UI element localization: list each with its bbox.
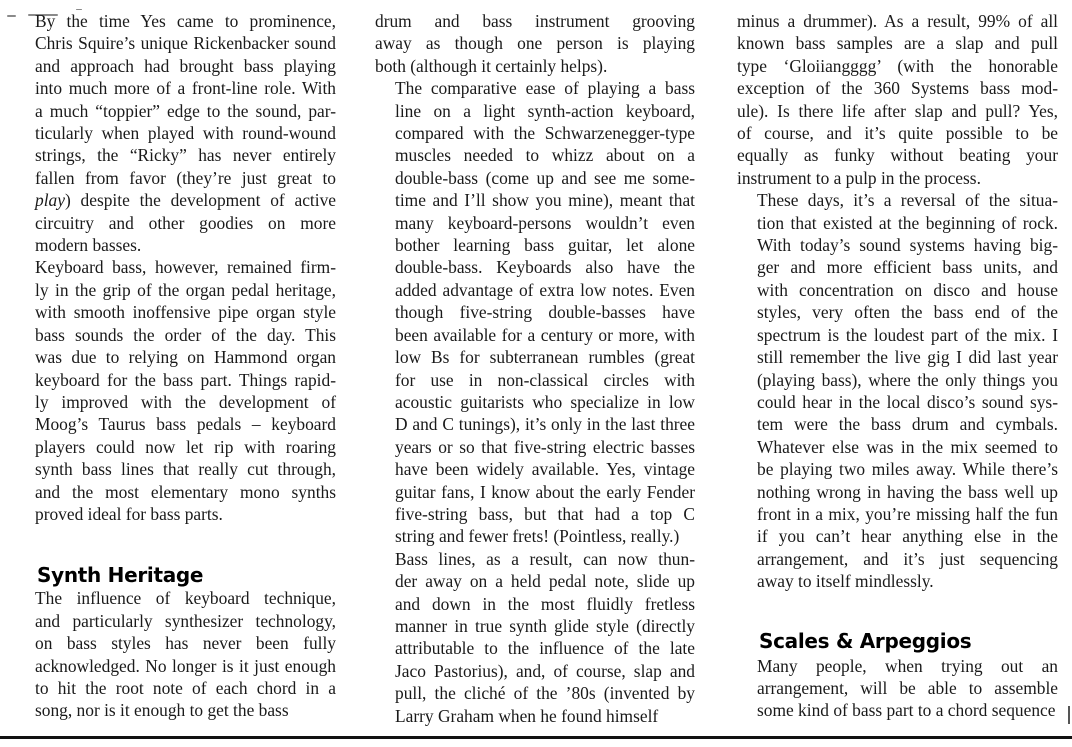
text-line: added advantage of extra low notes. Even [395, 279, 695, 300]
text-line: and down in the most fluidly fretless [395, 593, 695, 614]
text-line: der away on a held pedal note, slide up [395, 571, 695, 592]
text-line: of course, and it’s quite possible to be [737, 123, 1058, 144]
article-paragraph [737, 189, 1058, 592]
text-line: both (although it certainly helps). [375, 55, 608, 76]
text-line: manner in true synth glide style (directly [395, 615, 695, 636]
text-line: equally as funky without beating your [737, 145, 1058, 166]
text-line: string and fewer frets! (Pointless, really.) [395, 526, 680, 547]
article-paragraph [375, 10, 695, 77]
text-line: ule). Is there life after slap and pull? Yes, [737, 100, 1058, 121]
text-line: ticularly when played with round-wound [35, 123, 336, 144]
text-line: exception of the 360 Systems bass mod- [737, 78, 1058, 99]
text-line: many keyboard-persons wouldn’t even [395, 212, 695, 233]
text-line: modern basses. [35, 235, 142, 256]
section-heading-scales: Scales & Arpeggios [759, 628, 972, 653]
text-line: Chris Squire’s unique Rickenbacker sound [35, 33, 336, 54]
text-line: Bass lines, as a result, can now thun- [395, 548, 695, 569]
text-line: into much more of a front-line role. With [35, 78, 336, 99]
text-line: compared with the Schwarzenegger-type [395, 123, 695, 144]
article-column-2 [375, 10, 695, 727]
text-line: and the most elementary mono synths [35, 481, 336, 502]
text-line: arrangement, will be able to assemble [757, 677, 1058, 698]
article-paragraph [375, 77, 695, 548]
text-line: drum and bass instrument grooving [375, 11, 695, 31]
text-line: By the time Yes came to prominence, [35, 11, 336, 31]
text-line: years or so that five-string electric basses [395, 436, 695, 457]
article-paragraph [15, 10, 336, 256]
page-bottom-rule [0, 736, 1072, 739]
text-line: some kind of bass part to a chord sequence [757, 700, 1056, 721]
text-line: if you can’t hear anything else in the [757, 526, 1058, 547]
text-line: tem were the bass drum and cymbals. [757, 414, 1058, 435]
text-line: play) despite the development of active [35, 190, 336, 211]
text-line: D and C tunings), it’s only in the last three [395, 414, 695, 435]
text-line: away as though one person is playing [375, 33, 695, 54]
text-line: low Bs for subterranean rumbles (great [395, 347, 695, 368]
text-line: to hit the root note of each chord in a [35, 677, 336, 698]
text-line: The influence of keyboard technique, [35, 588, 336, 609]
text-line: with smooth inoffensive pipe organ style [35, 302, 336, 323]
text-line: double-bass (come up and see me some- [395, 167, 695, 188]
text-line: double-bass. Keyboards also have the [395, 257, 695, 278]
text-line: bother learning bass guitar, let alone [395, 235, 695, 256]
text-line: strings, the “Ricky” has never entirely [35, 145, 336, 166]
text-line: front in a mix, you’re missing half the fun [757, 503, 1058, 524]
text-line: arrangement, and it’s just sequencing [757, 548, 1058, 569]
text-line: still remember the live gig I did last year [757, 347, 1058, 368]
text-line: Jaco Pastorius), and, of course, slap and [395, 660, 695, 681]
text-line: players could now let rip with roaring [35, 436, 336, 457]
text-line: guitar fans, I know about the early Fender [395, 481, 695, 502]
text-line: instrument to a pulp in the process. [737, 167, 981, 188]
text-line: Larry Graham when he found himself [395, 705, 659, 726]
text-line: styles, very often the bass end of the [757, 302, 1058, 323]
text-line: The comparative ease of playing a bass [395, 78, 695, 99]
text-line: time and I’ll show you mine), meant that [395, 190, 695, 211]
text-line: Whatever else was in the mix seemed to [757, 436, 1058, 457]
text-line: spectrum is the loudest part of the mix. I [757, 324, 1058, 345]
section-heading-synth: Synth Heritage [37, 563, 204, 588]
text-line: acknowledged. No longer is it just enough [35, 655, 336, 676]
scan-edge-mark [1068, 706, 1070, 724]
text-line: could hear in the local disco’s sound sys- [757, 391, 1058, 412]
text-line: tion that existed at the beginning of rock. [757, 212, 1058, 233]
text-line: acoustic guitarists who specialize in low [395, 391, 695, 412]
text-line: have been widely available. Yes, vintage [395, 459, 695, 480]
text-line: keyboard for the bass part. Things rapid- [35, 369, 336, 390]
text-line: minus a drummer). As a result, 99% of all [737, 11, 1058, 31]
text-line: with concentration on disco and house [757, 279, 1058, 300]
text-line: synth bass lines that really cut through, [35, 459, 336, 480]
article-paragraph [375, 548, 695, 727]
text-line: five-string bass, but that had a top C [395, 503, 695, 524]
text-line: These days, it’s a reversal of the situa- [757, 190, 1058, 211]
article-column-3 [737, 10, 1058, 722]
text-line: been available for a century or more, with [395, 324, 695, 345]
text-line: line on a light synth-action keyboard, [395, 100, 695, 121]
text-line: ly improved with the development of [35, 391, 336, 412]
text-line: on bass styles has never been fully [35, 633, 336, 654]
text-line: Many people, when trying out an [757, 655, 1058, 676]
text-line: be playing two miles away. While there’s [757, 459, 1058, 480]
text-line: Keyboard bass, however, remained firm- [35, 257, 336, 278]
text-line: ly in the grip of the organ pedal heritage, [35, 279, 336, 300]
text-line: ger and more efficient bass units, and [757, 257, 1058, 278]
text-line: pull, the cliché of the ’80s (invented by [395, 683, 695, 704]
article-paragraph [737, 655, 1058, 722]
text-line: bass sounds the order of the day. This [35, 324, 336, 345]
article-paragraph [15, 587, 336, 721]
text-line: Moog’s Taurus bass pedals – keyboard [35, 414, 336, 435]
text-line: muscles needed to whizz about on a [395, 145, 695, 166]
text-line: (playing bass), where the only things you [757, 369, 1058, 390]
text-line: nothing wrong in having the bass well up [757, 481, 1058, 502]
text-line: and particularly synthesizer technology, [35, 610, 336, 631]
text-line: though five-string double-basses have [395, 302, 695, 323]
text-line: for use in non-classical circles with [395, 369, 695, 390]
article-column-1 [15, 10, 336, 722]
text-line: known bass samples are a slap and pull [737, 33, 1058, 54]
text-line: song, nor is it enough to get the bass [35, 700, 289, 721]
text-line: away to itself mindlessly. [757, 571, 934, 592]
text-line: type ‘Gloiiangggg’ (with the honorable [737, 55, 1058, 76]
text-line: fallen from favor (they’re just great to [35, 167, 336, 188]
text-line: With today’s sound systems having big- [757, 235, 1058, 256]
text-line: and approach had brought bass playing [35, 55, 336, 76]
emphasis-text: play [35, 190, 65, 211]
article-paragraph [737, 10, 1058, 189]
text-line: proved ideal for bass parts. [35, 503, 223, 524]
text-line: a much “toppier” edge to the sound, par- [35, 100, 336, 121]
text-line: circuitry and other goodies on more [35, 212, 336, 233]
text-line: attributable to the influence of the late [395, 638, 695, 659]
text-line: was due to relying on Hammond organ [35, 347, 336, 368]
article-paragraph [15, 256, 336, 525]
